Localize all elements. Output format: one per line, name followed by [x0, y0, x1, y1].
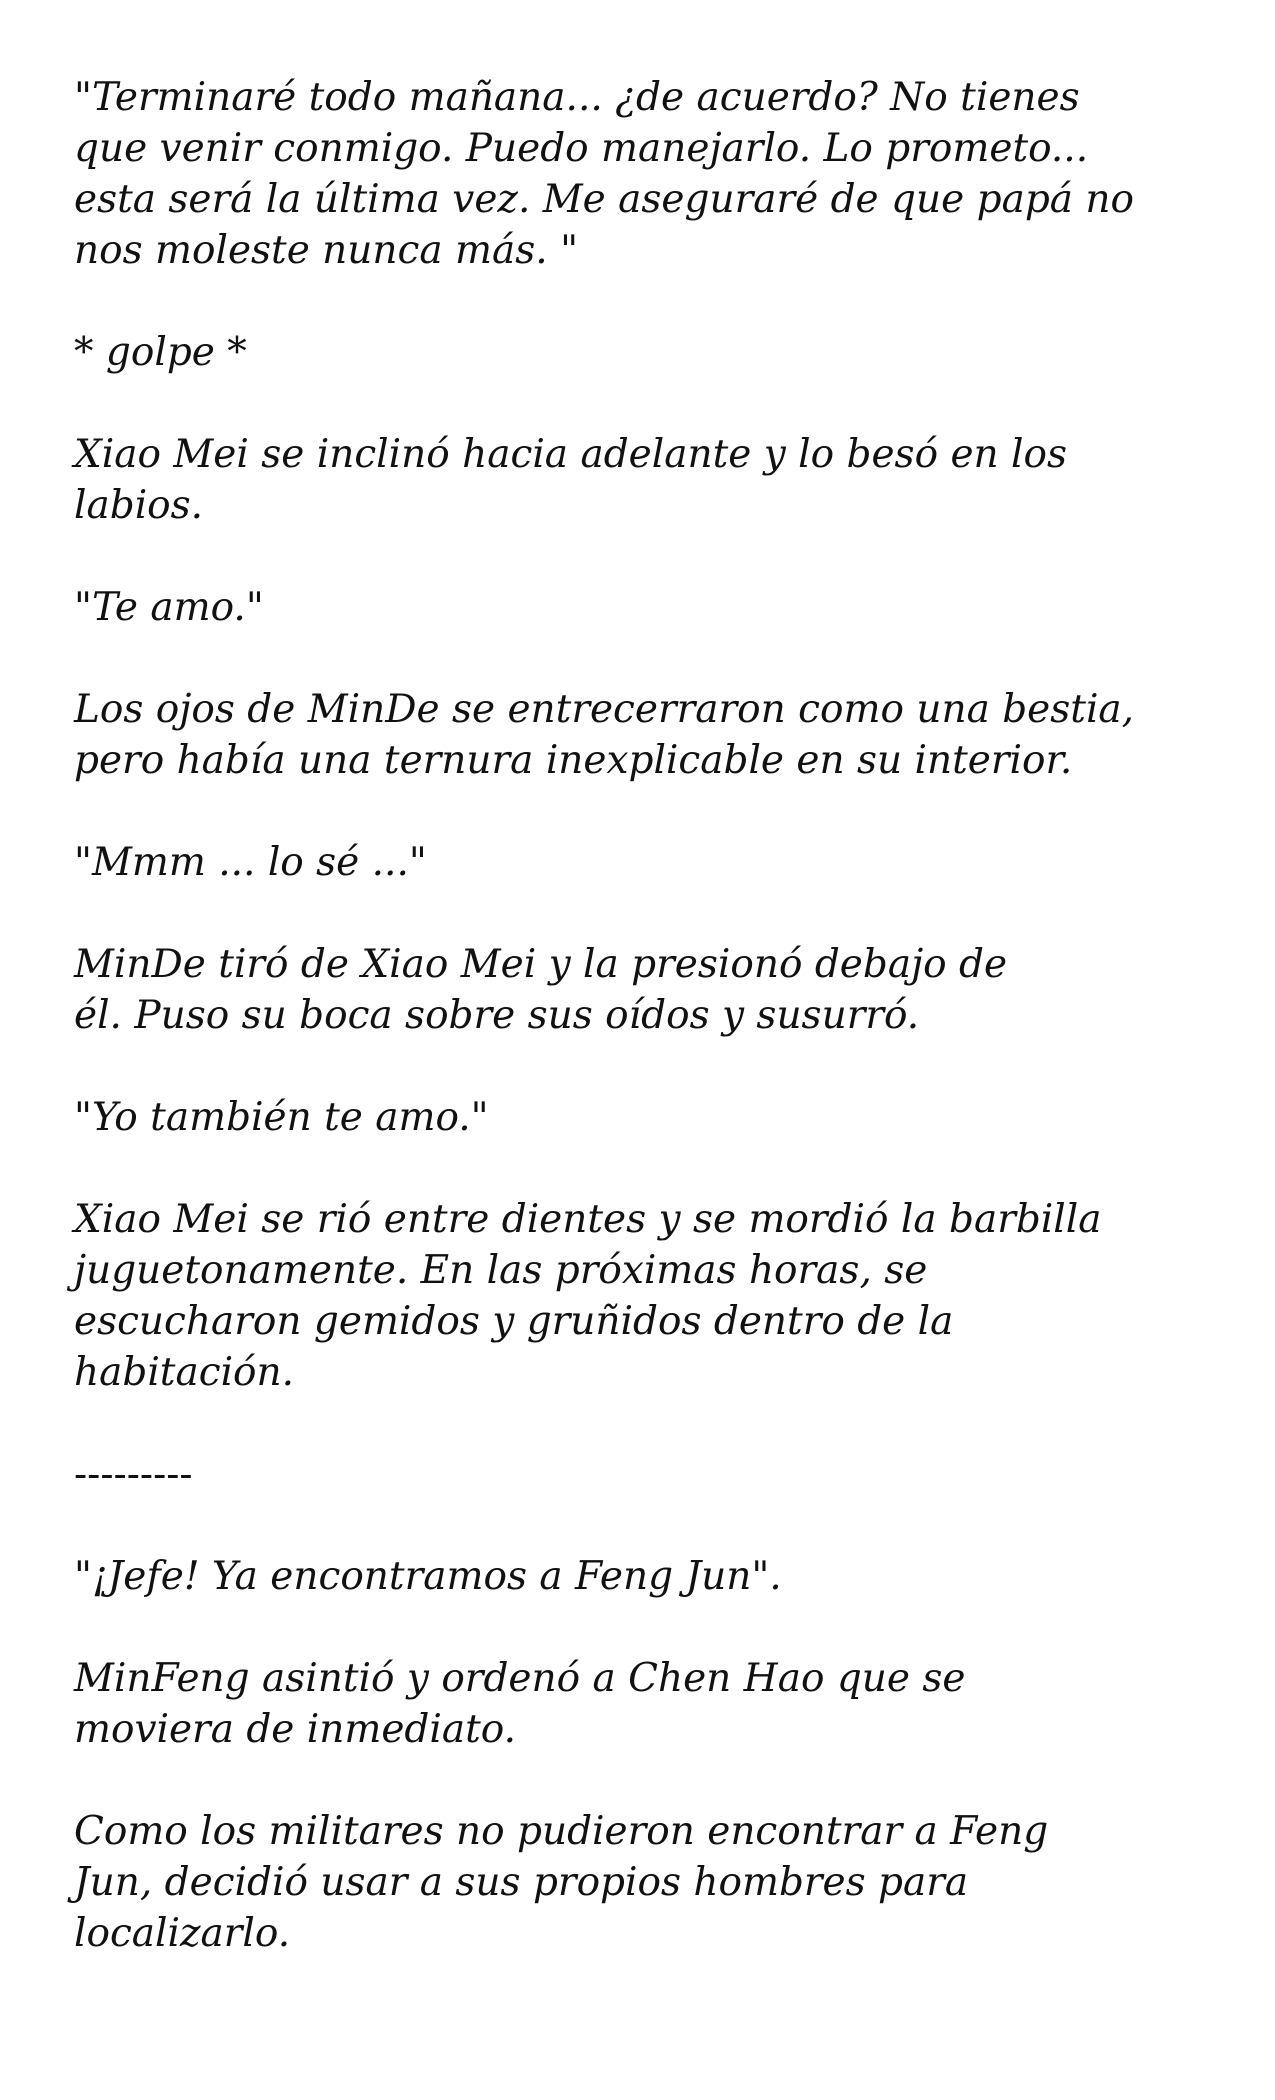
text-line: moviera de inmediato. — [74, 1707, 516, 1752]
paragraph-8 — [74, 1092, 1214, 1143]
paragraph-7 — [74, 939, 1214, 1041]
text-line: localizarlo. — [74, 1911, 291, 1956]
text-line: Xiao Mei se rió entre dientes y se mordió la barbilla — [74, 1197, 1102, 1242]
text-line: "Terminaré todo mañana... ¿de acuerdo? No tienes — [74, 75, 1080, 120]
text-line: "Te amo." — [74, 585, 264, 630]
text-line: pero había una ternura inexplicable en su interior. — [74, 738, 1073, 783]
text-line: escucharon gemidos y gruñidos dentro de la — [74, 1299, 954, 1344]
text-line: nos moleste nunca más. " — [74, 228, 579, 273]
text-line: él. Puso su boca sobre sus oídos y susurró. — [74, 993, 920, 1038]
paragraph-6 — [74, 837, 1214, 888]
text-line: * golpe * — [74, 330, 247, 375]
separator-line: --------- — [74, 1452, 193, 1497]
text-line: "Mmm ... lo sé ..." — [74, 840, 427, 885]
paragraph-2 — [74, 327, 1214, 378]
text-line: labios. — [74, 483, 204, 528]
text-line: MinFeng asintió y ordenó a Chen Hao que se — [74, 1656, 966, 1701]
text-line: "Yo también te amo." — [74, 1095, 489, 1140]
paragraph-5 — [74, 684, 1214, 786]
paragraph-13 — [74, 1806, 1214, 1959]
text-line: habitación. — [74, 1350, 295, 1395]
text-line: Jun, decidió usar a sus propios hombres para — [74, 1860, 969, 1905]
text-line: Los ojos de MinDe se entrecerraron como una bestia, — [74, 687, 1135, 732]
section-separator — [74, 1449, 1214, 1500]
text-line: juguetonamente. En las próximas horas, se — [74, 1248, 928, 1293]
text-line: "¡Jefe! Ya encontramos a Feng Jun". — [74, 1554, 782, 1599]
paragraph-3 — [74, 429, 1214, 531]
paragraph-9 — [74, 1194, 1214, 1398]
text-line: Xiao Mei se inclinó hacia adelante y lo besó en los — [74, 432, 1068, 477]
paragraph-11 — [74, 1551, 1214, 1602]
paragraph-12 — [74, 1653, 1214, 1755]
document-page — [74, 72, 1214, 2010]
text-line: Como los militares no pudieron encontrar a Feng — [74, 1809, 1049, 1854]
text-line: MinDe tiró de Xiao Mei y la presionó debajo de — [74, 942, 1008, 987]
text-line: que venir conmigo. Puedo manejarlo. Lo prometo... — [74, 126, 1089, 171]
paragraph-4 — [74, 582, 1214, 633]
paragraph-1 — [74, 72, 1214, 276]
text-line: esta será la última vez. Me aseguraré de que papá no — [74, 177, 1135, 222]
